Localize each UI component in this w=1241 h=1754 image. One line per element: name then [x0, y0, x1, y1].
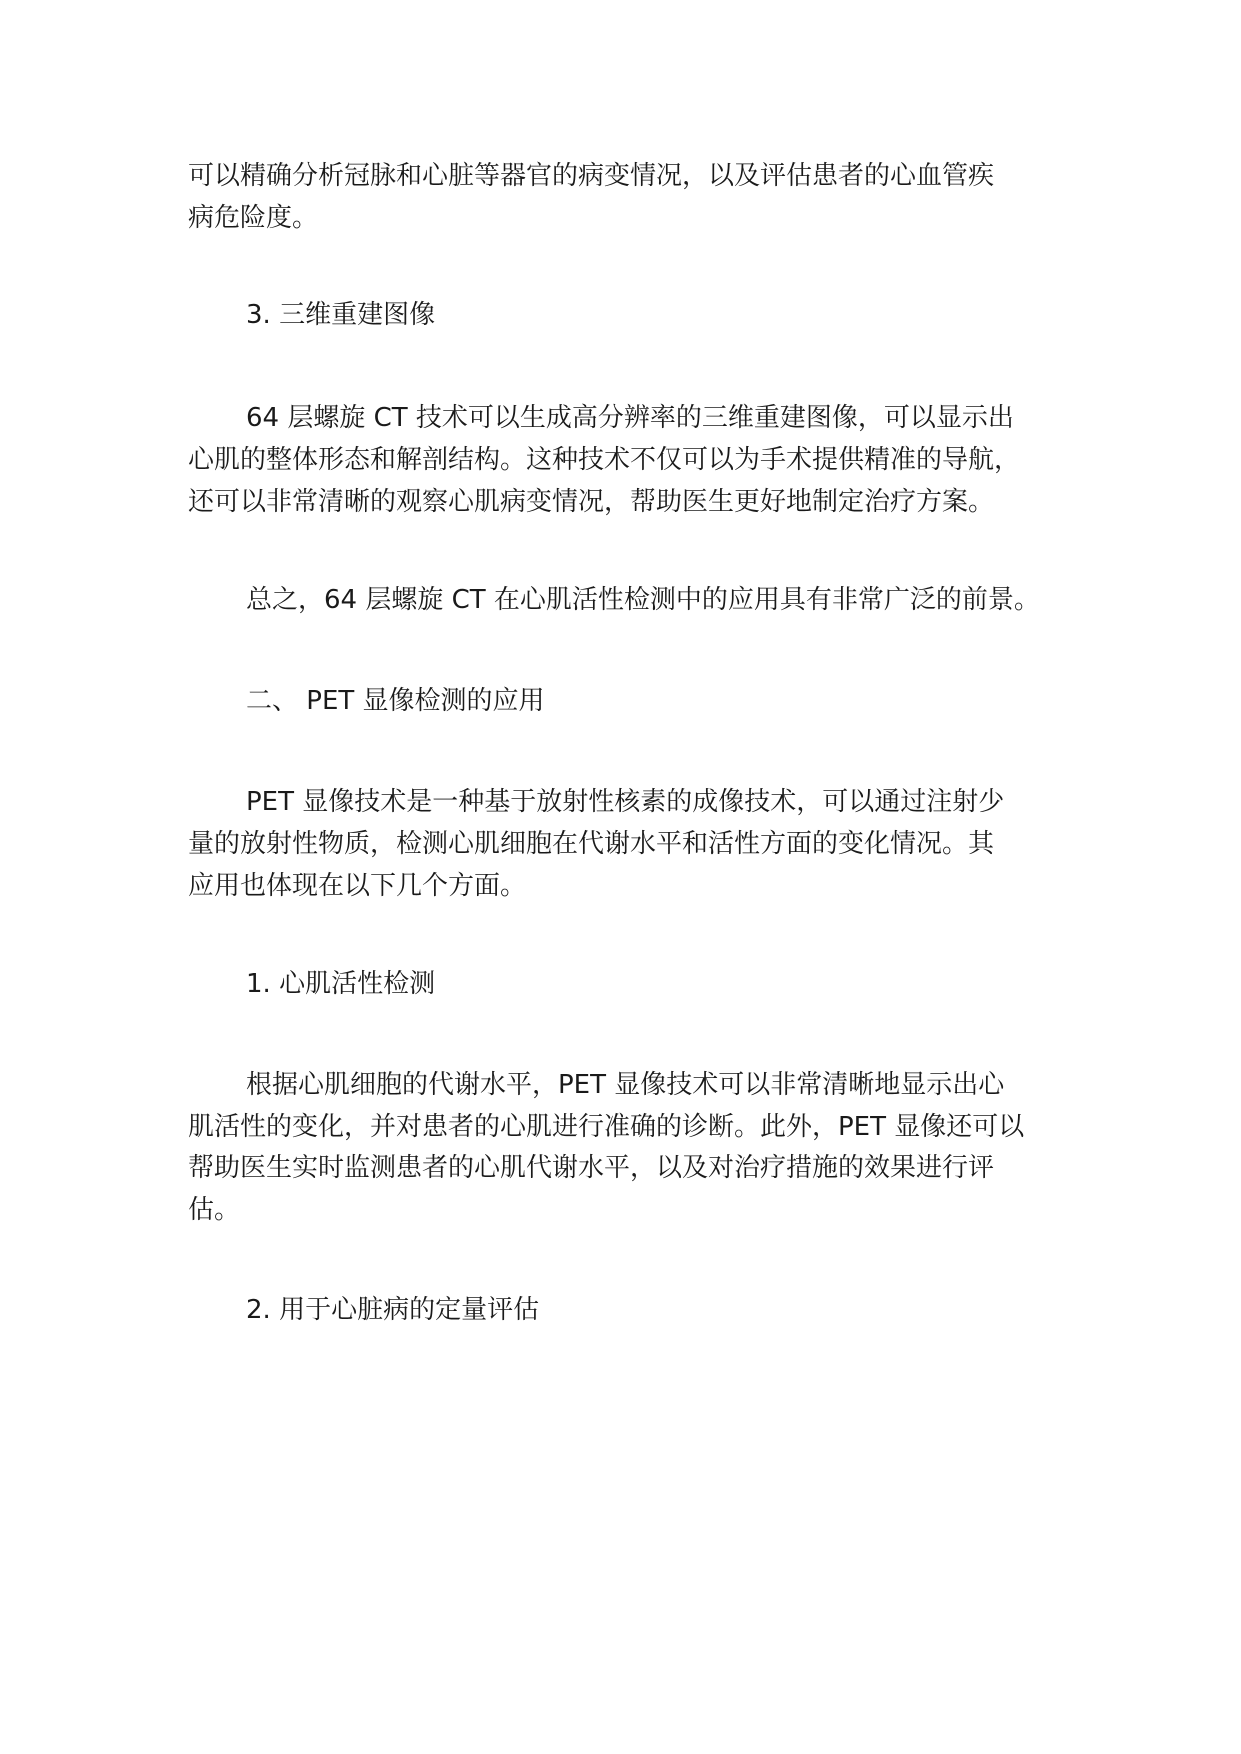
section-heading-pet: 二、 PET 显像检测的应用 — [246, 686, 545, 716]
heading-myocardial-viability: 1. 心肌活性检测 — [246, 969, 436, 999]
paragraph-4-line-1: PET 显像技术是一种基于放射性核素的成像技术，可以通过注射少 — [246, 787, 1005, 817]
paragraph-1-line-1: 可以精确分析冠脉和心脏等器官的病变情况，以及评估患者的心血管疾 — [188, 161, 995, 191]
paragraph-1-line-2: 病危险度。 — [188, 203, 319, 233]
paragraph-3-summary: 总之，64 层螺旋 CT 在心肌活性检测中的应用具有非常广泛的前景。 — [246, 585, 1040, 615]
paragraph-2-line-1: 64 层螺旋 CT 技术可以生成高分辨率的三维重建图像，可以显示出 — [246, 403, 1014, 433]
paragraph-5-line-2: 肌活性的变化，并对患者的心肌进行准确的诊断。此外，PET 显像还可以 — [188, 1112, 1025, 1142]
paragraph-5-line-4: 估。 — [188, 1195, 241, 1225]
paragraph-2-line-3: 还可以非常清晰的观察心肌病变情况，帮助医生更好地制定治疗方案。 — [188, 487, 995, 517]
paragraph-4-line-3: 应用也体现在以下几个方面。 — [188, 871, 527, 901]
paragraph-2-line-2: 心肌的整体形态和解剖结构。这种技术不仅可以为手术提供精准的导航， — [188, 445, 1021, 475]
paragraph-4-line-2: 量的放射性物质，检测心肌细胞在代谢水平和活性方面的变化情况。其 — [188, 829, 995, 859]
paragraph-5-line-3: 帮助医生实时监测患者的心肌代谢水平，以及对治疗措施的效果进行评 — [188, 1153, 995, 1183]
heading-quantitative-assessment: 2. 用于心脏病的定量评估 — [246, 1295, 540, 1325]
paragraph-5-line-1: 根据心肌细胞的代谢水平，PET 显像技术可以非常清晰地显示出心 — [246, 1070, 1005, 1100]
heading-3d-reconstruction: 3. 三维重建图像 — [246, 300, 436, 330]
